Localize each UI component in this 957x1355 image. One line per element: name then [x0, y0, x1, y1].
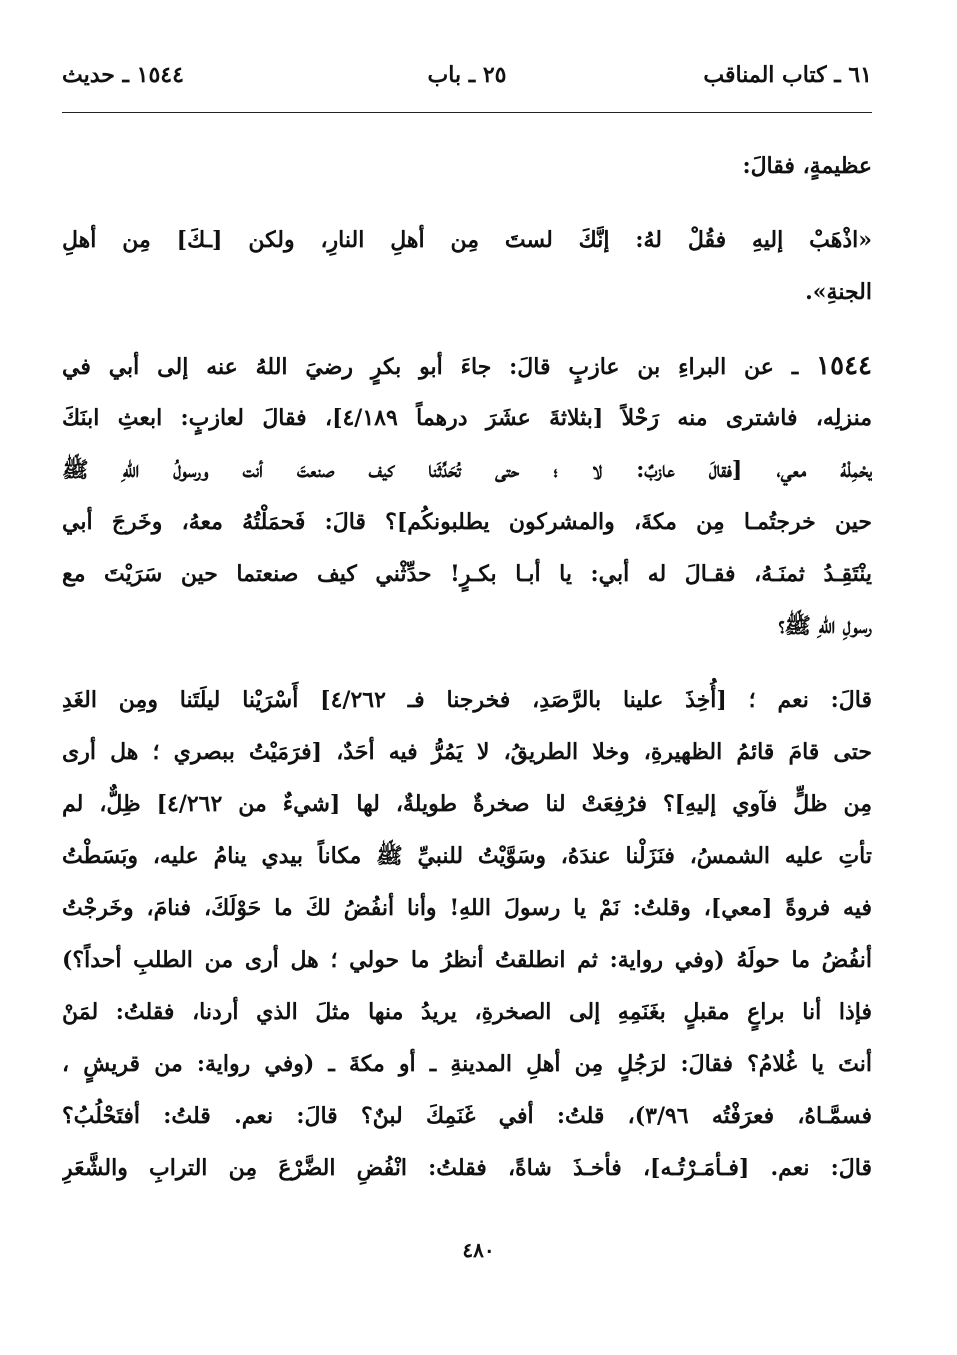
paragraph — [62, 140, 872, 192]
text-line: حتى قامَ قائمُ الظهيرةِ، وخلا الطريقُ، لا يَمُرُّ فيه أحَدٌ، [فرَمَيْتُ ببصري ؛ هل أرى — [62, 739, 872, 765]
paragraph — [62, 674, 872, 1194]
header-chapter: ٢٥ ـ باب — [427, 62, 507, 88]
text-line: يحْمِلْهُ معي، [فقالَ عازبٌ: لا ؛ حتى تُحَدِّثَنا كيف صنعتَ أنت ورسولُ اللهِ ﷺ — [62, 457, 872, 483]
text-line: مِن ظلٍّ فآوي إليهِ]؟ فرُفِعَتْ لنا صخرةٌ طويلةٌ، لها [شيءٌ من ٤/٢٦٢] ظِلٌّ، لم — [62, 791, 872, 817]
text-line: أنتَ يا غُلامُ؟ فقالَ: لرَجُلٍ مِن أهلِ المدينةِ ـ أو مكةَ ـ (وفي رواية: من قريشٍ ، — [62, 1051, 872, 1077]
hadith-paragraph — [62, 340, 872, 652]
text-line: حين خرجتُمـا مِن مكةَ، والمشركون يطلبونكُم]؟ قالَ: فَحمَلْتُهُ معهُ، وخَرجَ أبي — [62, 509, 872, 535]
text-line: فإذا أنا براعٍ مقبلٍ بغَنَمِهِ إلى الصخرةِ، يريدُ منها مثلَ الذي أردنا، فقلتُ: لمَنْ — [62, 999, 872, 1025]
text-line: قالَ: نعم. [فـأمَـرْتُـه]، فأخـذَ شاةً، فقلتُ: انْفُضِ الضَّرْعَ مِن الترابِ والشَّعَرِ — [62, 1155, 872, 1181]
body-text — [62, 140, 872, 1194]
text-line: عظيمةٍ، فقالَ: — [742, 153, 872, 179]
text-line: رسولِ اللهِ ﷺ؟ — [778, 613, 872, 639]
page-number: ٤٨٠ — [462, 1238, 495, 1262]
header-divider — [62, 112, 872, 113]
header-book-title: ٦١ ـ كتاب المناقب — [703, 62, 872, 88]
text-line: «اذْهَبْ إليهِ فقُلْ لهُ: إنَّكَ لستَ مِن أهلِ النارِ، ولكن [ـكَ] مِن أهلِ — [62, 227, 872, 253]
text-line: تأتِ عليه الشمسُ، فنَزَلْنا عندَهُ، وسَوَّيْتُ للنبيِّ ﷺ مكاناً بيدي ينامُ عليه، وبَسَطْتُ — [62, 843, 872, 869]
text-line: الجنةِ». — [805, 279, 872, 305]
text-line-content: ـ عن البراءِ بن عازبٍ قالَ: جاءَ أبو بكرٍ رضيَ اللهُ عنه إلى أبي في — [62, 354, 799, 380]
text-line: أنفُضُ ما حولَهُ (وفي رواية: ثم انطلقتُ أنظرُ ما حولي ؛ هل أرى من الطلبِ أحداً؟) — [62, 947, 872, 973]
hadith-number: ١٥٤٤ — [816, 351, 872, 381]
text-line: ينْتَقِـدُ ثمنَـهُ، فقـالَ له أبي: يا أبـا بكـرٍ! حدِّثْني كيف صنعتما حين سَرَيْتَ مع — [62, 561, 872, 587]
paragraph — [62, 214, 872, 318]
running-header — [62, 62, 872, 102]
text-line: قالَ: نعم ؛ [أُخِذَ علينا بالرَّصَدِ، فخرجنا فـ ٤/٢٦٢] أَسْرَيْنا ليلَتَنا ومِن الغَدِ — [62, 687, 872, 713]
text-line: فسمَّـاهُ، فعرَفْتُه ٣/٩٦)، قلتُ: أفي غَنَمِكَ لبنٌ؟ قالَ: نعم. قلتُ: أفتَحْلُبُ؟ — [62, 1103, 872, 1129]
header-hadith-number: ١٥٤٤ ـ حديث — [62, 62, 184, 88]
text-line: فيه فروةً [معي]، وقلتُ: نَمْ يا رسولَ اللهِ! وأنا أنفُضُ لكَ ما حَوْلَكَ، فنامَ، وخَرجْتُ — [62, 895, 872, 921]
text-line — [62, 340, 872, 392]
text-line: منزلِه، فاشترى منه رَحْلاً [بثلاثةَ عشَرَ درهماً ٤/١٨٩]، فقالَ لعازبٍ: ابعثِ ابنَكَ — [62, 405, 872, 431]
